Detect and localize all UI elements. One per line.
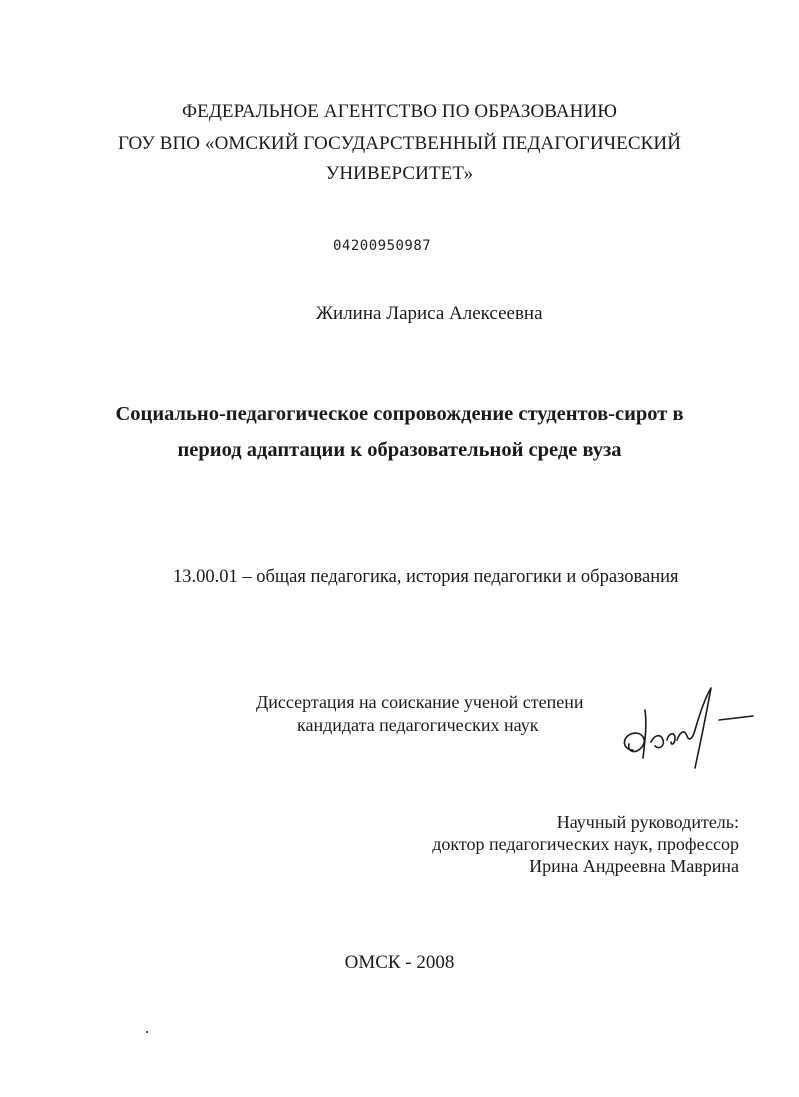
dissertation-title-line1: Социально-педагогическое сопровождение студентов-сирот в	[115, 403, 684, 425]
scan-speck	[146, 1031, 148, 1033]
supervisor-name: Ирина Андреевна Маврина	[529, 856, 739, 876]
header-agency: ФЕДЕРАЛЬНОЕ АГЕНТСТВО ПО ОБРАЗОВАНИЮ	[182, 101, 617, 122]
specialty-code: 13.00.01 – общая педагогика, история педагогики и образования	[173, 567, 679, 587]
dissertation-title-line2: период адаптации к образовательной среде вуза	[177, 439, 622, 461]
author-name: Жилина Лариса Алексеевна	[316, 303, 543, 324]
supervisor-label: Научный руководитель:	[556, 812, 739, 832]
degree-line2: кандидата педагогических наук	[297, 715, 539, 735]
city-year: ОМСК - 2008	[344, 952, 455, 973]
document-code: 04200950987	[333, 238, 432, 254]
degree-line1: Диссертация на соискание ученой степени	[256, 692, 584, 712]
supervisor-credentials: доктор педагогических наук, профессор	[432, 834, 739, 854]
header-institution-line1: ГОУ ВПО «ОМСКИЙ ГОСУДАРСТВЕННЫЙ ПЕДАГОГИЧЕСКИЙ	[117, 133, 682, 154]
header-institution-line2: УНИВЕРСИТЕТ»	[325, 163, 474, 184]
signature	[615, 680, 765, 770]
